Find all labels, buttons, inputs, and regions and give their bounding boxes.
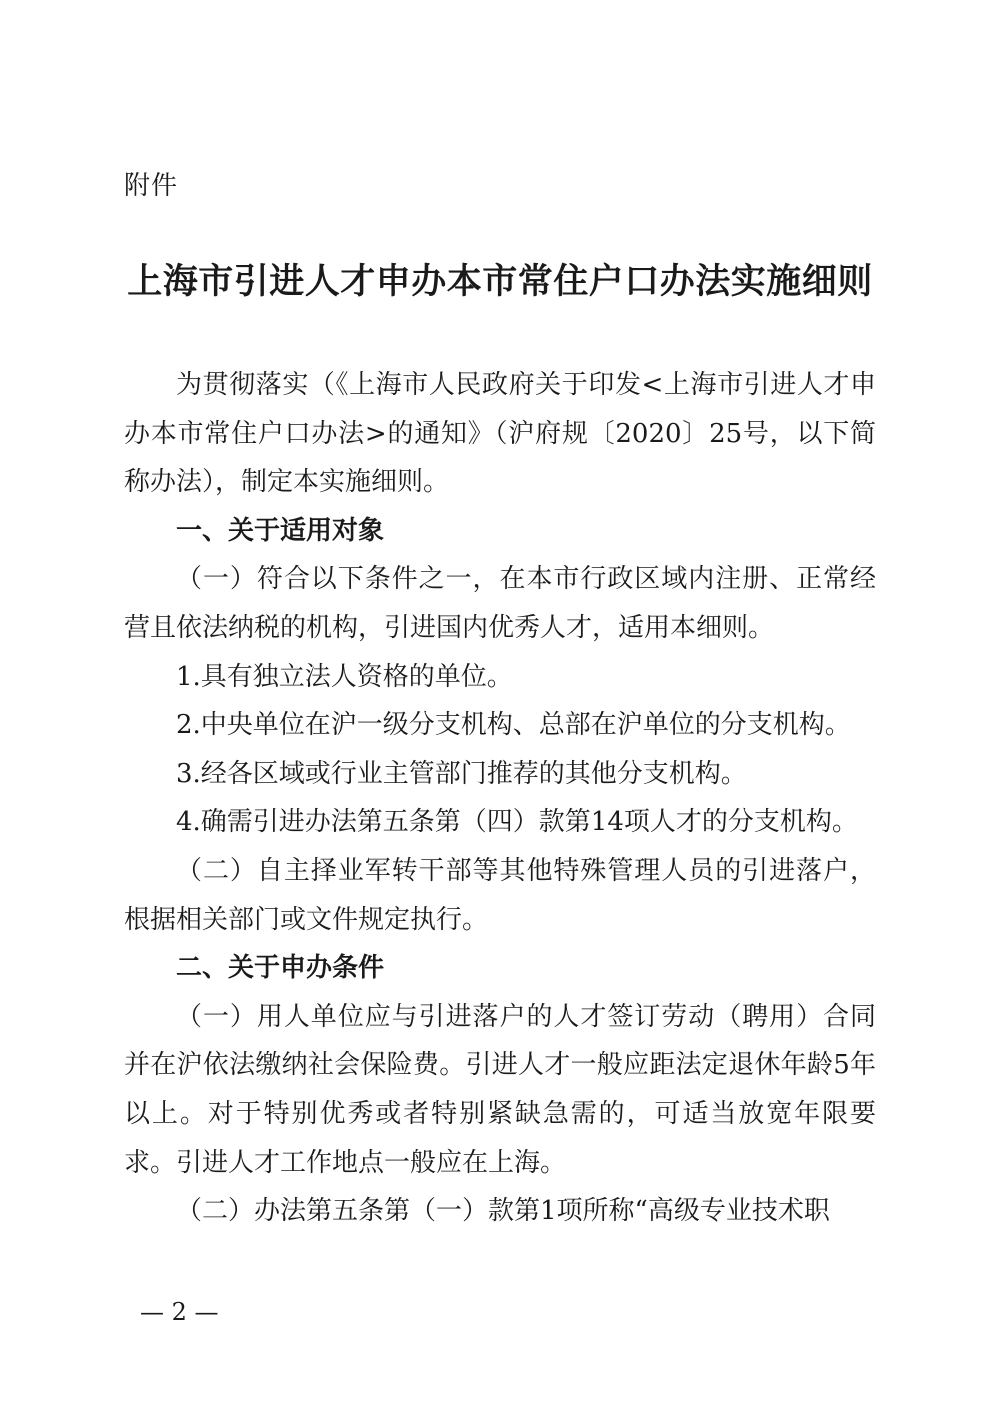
paragraph-1-2: （二）自主择业军转干部等其他特殊管理人员的引进落户，根据相关部门或文件规定执行。 [124, 855, 876, 935]
list-item-3: 3.经各区域或行业主管部门推荐的其他分支机构。 [176, 758, 747, 789]
paragraph-2-2: （二）办法第五条第（一）款第1项所称“高级专业技术职 [176, 1196, 830, 1227]
document-body [124, 361, 876, 1236]
paragraph-2-1: （一）用人单位应与引进落户的人才签订劳动（聘用）合同并在沪依法缴纳社会保险费。引进人才一般应距法定退休年龄5年以上。对于特别优秀或者特别紧缺急需的，可适当放宽年限要求。引进人才工作地点一般应在上海。 [124, 1001, 876, 1178]
intro-paragraph: 为贯彻落实（《上海市人民政府关于印发<上海市引进人才申办本市常住户口办法>的通知》（沪府规〔2020〕25号，以下简称办法），制定本实施细则。 [124, 370, 876, 498]
list-item-4: 4.确需引进办法第五条第（四）款第14项人才的分支机构。 [176, 807, 858, 838]
list-item-1: 1.具有独立法人资格的单位。 [176, 661, 513, 692]
paragraph-1-1: （一）符合以下条件之一，在本市行政区域内注册、正常经营且依法纳税的机构，引进国内优秀人才，适用本细则。 [124, 564, 876, 643]
page-number: — 2 — [140, 1298, 219, 1326]
section-heading-2: 二、关于申办条件 [176, 953, 385, 984]
document-title: 上海市引进人才申办本市常住户口办法实施细则 [127, 262, 873, 302]
list-item-2: 2.中央单位在沪一级分支机构、总部在沪单位的分支机构。 [176, 710, 851, 741]
attachment-label: 附件 [124, 171, 179, 201]
section-heading-1: 一、关于适用对象 [176, 515, 385, 546]
